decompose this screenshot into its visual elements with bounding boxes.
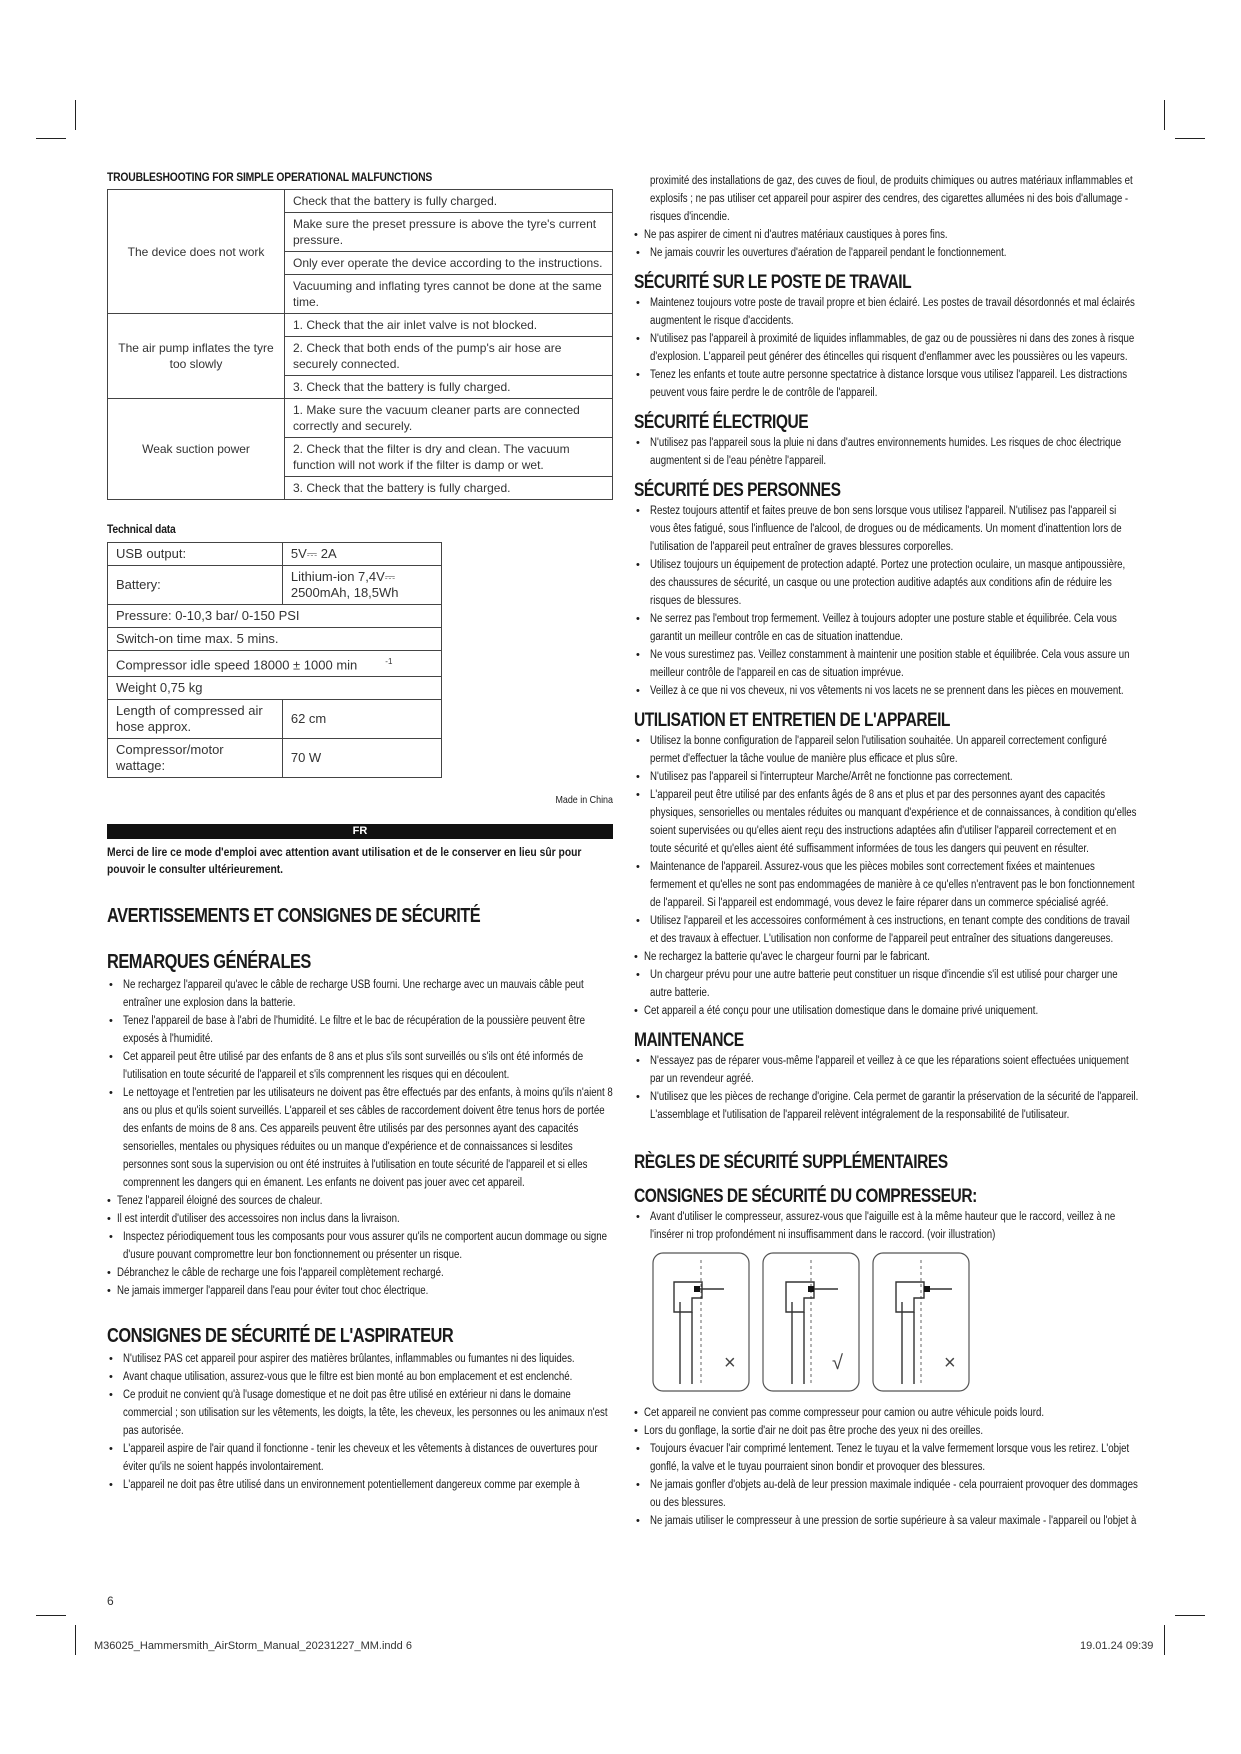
footer-file: M36025_Hammersmith_AirStorm_Manual_20231227_MM.indd 6 xyxy=(94,1640,412,1652)
list-item: • Un chargeur prévu pour une autre batterie peut constituer un risque d'incendie s'il est utilisé pour charger une autre batterie. xyxy=(634,966,1139,1002)
usage-list xyxy=(634,732,1139,1020)
list-item: • N'utilisez pas l'appareil sous la pluie ni dans d'autres environnements humides. Les risques de choc électrique augmentent si de l'eau pénètre l'appareil. xyxy=(634,434,1139,470)
troubleshooting-title: TROUBLESHOOTING FOR SIMPLE OPERATIONAL MALFUNCTIONS xyxy=(107,172,433,184)
language-bar-fr: FR xyxy=(107,824,613,839)
compressor-intro-list xyxy=(634,1208,1139,1244)
list-item: • Lors du gonflage, la sortie d'air ne doit pas être proche des yeux ni des oreilles. xyxy=(634,1422,1139,1440)
solution-cell: Vacuuming and inflating tyres cannot be done at the same time. xyxy=(285,275,613,314)
left-column xyxy=(107,172,613,1494)
usage-title: UTILISATION ET ENTRETIEN DE L'APPAREIL xyxy=(634,710,950,731)
tech-label: Compressor/motor wattage: xyxy=(108,739,283,778)
list-item: • N'utilisez PAS cet appareil pour aspirer des matières brûlantes, inflammables ou fumantes ni des liquides. xyxy=(107,1350,613,1368)
list-item: • N'utilisez pas l'appareil si l'interrupteur Marche/Arrêt ne fonctionne pas correctement. xyxy=(634,768,1139,786)
list-item: • Cet appareil a été conçu pour une utilisation domestique dans le domaine privé uniquement. xyxy=(634,1002,1139,1020)
tech-label: USB output: xyxy=(108,543,283,566)
list-item: • L'appareil aspire de l'air quand il fonctionne - tenir les cheveux et les vêtements à distances de ouvertures pour éviter qu'ils ne soient happés involontairement. xyxy=(107,1440,613,1476)
list-item: • Avant chaque utilisation, assurez-vous que le filtre est bien monté au bon emplacement et est enclenché. xyxy=(107,1368,613,1386)
technical-data-title: Technical data xyxy=(107,524,176,536)
tech-row: Pressure: 0-10,3 bar/ 0-150 PSI xyxy=(108,605,442,628)
vacuum-title: CONSIGNES DE SÉCURITÉ DE L'ASPIRATEUR xyxy=(107,1325,454,1348)
tech-row xyxy=(108,651,442,677)
general-list xyxy=(107,976,613,1300)
mark-cross-1: × xyxy=(724,1352,736,1374)
needle-illustration xyxy=(652,1252,982,1402)
continued-text: proximité des installations de gaz, des cuves de fioul, de produits chimiques ou autres matériaux inflammables et explosifs ; ne pas utiliser cet appareil pour aspirer des cendres, des cigarettes allumées ni des bois d'allumage - risques d'incendie. xyxy=(650,175,1133,223)
list-item: • Ne serrez pas l'embout trop fermement. Veillez à toujours adopter une posture stable et équilibrée. Cela vous garantit un meilleur contrôle en cas de situation inattendue. xyxy=(634,610,1139,646)
intro-text: Merci de lire ce mode d'emploi avec attention avant utilisation et de le conserver en lieu sûr pour pouvoir le consulter ultérieurement. xyxy=(107,845,582,877)
solution-cell: 3. Check that the battery is fully charged. xyxy=(285,376,613,399)
workplace-title: SÉCURITÉ SUR LE POSTE DE TRAVAIL xyxy=(634,272,912,293)
tech-row: Switch-on time max. 5 mins. xyxy=(108,628,442,651)
crop-mark xyxy=(1175,138,1205,139)
problem-cell: The device does not work xyxy=(108,190,285,314)
warnings-title: AVERTISSEMENTS ET CONSIGNES DE SÉCURITÉ xyxy=(107,905,481,928)
problem-cell: Weak suction power xyxy=(108,399,285,500)
mark-check: √ xyxy=(832,1352,843,1374)
list-item: • Cet appareil ne convient pas comme compresseur pour camion ou autre véhicule poids lourd. xyxy=(634,1404,1139,1422)
list-item: • Tenez les enfants et toute autre personne spectatrice à distance lorsque vous utilisez l'appareil. Les distractions peuvent vous faire perdre le de contrôle de l'appareil. xyxy=(634,366,1139,402)
crop-mark xyxy=(36,138,66,139)
footer-date: 19.01.24 09:39 xyxy=(1080,1640,1154,1652)
crop-mark xyxy=(36,1615,66,1616)
list-item: • Utilisez la bonne configuration de l'appareil selon l'utilisation souhaitée. Un appareil correctement configuré permet d'effectuer la tâche voulue de manière plus efficace et plus sûre. xyxy=(634,732,1139,768)
list-item: • Restez toujours attentif et faites preuve de bon sens lorsque vous utilisez l'appareil. N'utilisez pas l'appareil si vous êtes fatigué, sous l'influence de l'alcool, de drogues ou de médicaments. Un moment d'inattention lors de l'utilisation de l'appareil peut entraîner de graves blessures corporelles. xyxy=(634,502,1139,556)
list-item: • Inspectez périodiquement tous les composants pour vous assurer qu'ils ne comportent aucun dommage ou signe d'usure pouvant compromettre leur bon fonctionnement ou présenter un risque. xyxy=(107,1228,613,1264)
list-item: • Débranchez le câble de recharge une fois l'appareil complètement rechargé. xyxy=(107,1264,613,1282)
solution-cell: 2. Check that the filter is dry and clean. The vacuum function will not work if the filter is damp or wet. xyxy=(285,438,613,477)
list-item: • N'utilisez pas l'appareil à proximité de liquides inflammables, de gaz ou de poussières ni dans des zones à risque d'explosion. L'appareil peut générer des étincelles qui risquent d'enflammer avec les poussières ou les vapeurs. xyxy=(634,330,1139,366)
tech-label: Length of compressed air hose approx. xyxy=(108,700,283,739)
list-item: • Ne pas aspirer de ciment ni d'autres matériaux caustiques à pores fins. xyxy=(634,226,1139,244)
solution-cell: 2. Check that both ends of the pump's air hose are securely connected. xyxy=(285,337,613,376)
list-item: • Il est interdit d'utiliser des accessoires non inclus dans la livraison. xyxy=(107,1210,613,1228)
solution-cell: Only ever operate the device according to the instructions. xyxy=(285,252,613,275)
solution-cell: Check that the battery is fully charged. xyxy=(285,190,613,213)
general-title: REMARQUES GÉNÉRALES xyxy=(107,951,311,974)
list-item: • Ne jamais couvrir les ouvertures d'aération de l'appareil pendant le fonctionnement. xyxy=(634,244,1139,262)
list-item: • Utilisez l'appareil et les accessoires conformément à ces instructions, en tenant compte des conditions de travail et des travaux à effectuer. L'utilisation non conforme de l'appareil peut entraîner des situations dangereuses. xyxy=(634,912,1139,948)
list-item: • Ne rechargez la batterie qu'avec le chargeur fourni par le fabricant. xyxy=(634,948,1139,966)
tech-row: Weight 0,75 kg xyxy=(108,677,442,700)
workplace-list xyxy=(634,294,1139,402)
list-item: • Ne jamais utiliser le compresseur à une pression de sortie supérieure à sa valeur maximale - l'appareil ou l'objet à xyxy=(634,1512,1139,1530)
personal-title: SÉCURITÉ DES PERSONNES xyxy=(634,480,841,501)
technical-data-table xyxy=(107,542,442,778)
list-item: • Veillez à ce que ni vos cheveux, ni vos vêtements ni vos lacets ne se prennent dans les pièces en mouvement. xyxy=(634,682,1139,700)
list-item: • Tenez l'appareil éloigné des sources de chaleur. xyxy=(107,1192,613,1210)
crop-mark xyxy=(1164,100,1165,130)
additional-rules-title: RÈGLES DE SÉCURITÉ SUPPLÉMENTAIRES xyxy=(634,1152,948,1173)
problem-cell: The air pump inflates the tyre too slowly xyxy=(108,314,285,399)
electrical-title: SÉCURITÉ ÉLECTRIQUE xyxy=(634,412,809,433)
crop-mark xyxy=(75,1625,76,1655)
crop-mark xyxy=(75,100,76,130)
tech-value: 62 cm xyxy=(282,700,441,739)
troubleshooting-table xyxy=(107,189,613,500)
tech-value: Lithium-ion 7,4V⎓ 2500mAh, 18,5Wh xyxy=(282,566,441,605)
personal-list xyxy=(634,502,1139,700)
list-item: • Ne jamais immerger l'appareil dans l'eau pour éviter tout choc électrique. xyxy=(107,1282,613,1300)
list-item: • Ne jamais gonfler d'objets au-delà de leur pression maximale indiquée - cela pourraient provoquer des dommages ou des blessures. xyxy=(634,1476,1139,1512)
list-item: • Ne vous surestimez pas. Veillez constamment à maintenir une position stable et équilibrée. Cela vous assure un meilleur contrôle de l'appareil en cas de situation imprévue. xyxy=(634,646,1139,682)
list-item: • Tenez l'appareil de base à l'abri de l'humidité. Le filtre et le bac de récupération de la poussière peuvent être exposés à l'humidité. xyxy=(107,1012,613,1048)
illustration-panel-2 xyxy=(762,1252,860,1392)
solution-cell: Make sure the preset pressure is above the tyre's current pressure. xyxy=(285,213,613,252)
vacuum-list xyxy=(107,1350,613,1494)
tech-superscript: -1 xyxy=(385,657,393,666)
list-item: • Maintenance de l'appareil. Assurez-vous que les pièces mobiles sont correctement fixées et maintenues fermement et qu'elles ne sont pas endommagées de manière à ce qu'elles n'entravent pas le bon fonctionnement de l'appareil. Si l'appareil est endommagé, vous devez le faire réparer dans un commerce spécialisé agréé. xyxy=(634,858,1139,912)
list-item: • Le nettoyage et l'entretien par les utilisateurs ne doivent pas être effectués par des enfants, à moins qu'ils n'aient 8 ans ou plus et qu'ils soient surveillés. L'appareil et ses câbles de raccordement doivent être tenus hors de portée des enfants de moins de 8 ans. Ces appareils peuvent être utilisés par des personnes ayant des capacités sensorielles, mentales ou physiques réduites ou un manque d'expérience et de connaissances si lesdites personnes sont sous la supervision ou ont été instruites à l'utilisation en toute sécurité de l'appareil et si elles comprennent les dangers qui en émanent. Les enfants ne doivent pas jouer avec cet appareil. xyxy=(107,1084,613,1192)
made-in: Made in China xyxy=(555,794,613,807)
page-number: 6 xyxy=(107,1594,114,1608)
list-item: • Maintenez toujours votre poste de travail propre et bien éclairé. Les postes de travail désordonnés et mal éclairés augmentent le risque d'accidents. xyxy=(634,294,1139,330)
maintenance-list xyxy=(634,1052,1139,1124)
list-item: • Ne rechargez l'appareil qu'avec le câble de recharge USB fourni. Une recharge avec un mauvais câble peut entraîner une explosion dans la batterie. xyxy=(107,976,613,1012)
list-item: • N'essayez pas de réparer vous-même l'appareil et veillez à ce que les réparations soient effectuées uniquement par un revendeur agréé. xyxy=(634,1052,1139,1088)
solution-cell: 3. Check that the battery is fully charged. xyxy=(285,477,613,500)
list-item: • Toujours évacuer l'air comprimé lentement. Tenez le tuyau et la valve fermement lorsque vous les retirez. L'objet gonflé, la valve et le tuyau pourraient sinon bondir et provoquer des blessures. xyxy=(634,1440,1139,1476)
list-item: • Utilisez toujours un équipement de protection adapté. Portez une protection oculaire, un masque antipoussière, des chaussures de sécurité, un casque ou une protection auditive adaptés aux conditions afin de réduire les risques de blessures. xyxy=(634,556,1139,610)
list-item: • Avant d'utiliser le compresseur, assurez-vous que l'aiguille est à la même hauteur que le raccord, veillez à ne l'insérer ni trop profondément ni insuffisamment dans le raccord. (voir illustration) xyxy=(634,1208,1139,1244)
maintenance-title: MAINTENANCE xyxy=(634,1030,744,1051)
right-top-list xyxy=(634,226,1139,262)
tech-label: Battery: xyxy=(108,566,283,605)
right-column xyxy=(634,172,1139,1530)
compressor-title: CONSIGNES DE SÉCURITÉ DU COMPRESSEUR: xyxy=(634,1186,977,1207)
list-item: • N'utilisez que les pièces de rechange d'origine. Cela permet de garantir la préservation de la sécurité de l'appareil. L'assemblage et l'utilisation de l'appareil relèvent intégralement de la responsabilité de l'utilisateur. xyxy=(634,1088,1139,1124)
mark-cross-2: × xyxy=(944,1352,956,1374)
tech-value: 5V⎓ 2A xyxy=(282,543,441,566)
list-item: • Cet appareil peut être utilisé par des enfants de 8 ans et plus s'ils sont surveillés ou s'ils ont été informés de l'utilisation en toute sécurité de l'appareil et s'ils comprennent les risques qui en découlent. xyxy=(107,1048,613,1084)
electrical-list xyxy=(634,434,1139,470)
tech-value: 70 W xyxy=(282,739,441,778)
list-item: • L'appareil peut être utilisé par des enfants âgés de 8 ans et plus et par des personnes ayant des capacités physiques, sensorielles ou mentales réduites ou manquant d'expérience et de connaissances, à condition qu'elles soient supervisées ou qu'elles aient reçu des instructions adaptées afin d'utiliser l'appareil correctement et en toute sécurité et qu'elles aient été suffisamment informées de tous les dangers qui peuvent en résulter. xyxy=(634,786,1139,858)
crop-mark xyxy=(1175,1615,1205,1616)
list-item: • L'appareil ne doit pas être utilisé dans un environnement potentiellement dangereux comme par exemple à xyxy=(107,1476,613,1494)
list-item: • Ce produit ne convient qu'à l'usage domestique et ne doit pas être utilisé en extérieur ni dans le domaine commercial ; son utilisation sur les vêtements, les doigts, la tête, les cheveux, les personnes ou les animaux n'est pas autorisée. xyxy=(107,1386,613,1440)
solution-cell: 1. Make sure the vacuum cleaner parts are connected correctly and securely. xyxy=(285,399,613,438)
crop-mark xyxy=(1164,1625,1165,1655)
tech-row-text: Compressor idle speed 18000 ± 1000 min xyxy=(116,657,358,673)
compressor-list xyxy=(634,1404,1139,1530)
solution-cell: 1. Check that the air inlet valve is not blocked. xyxy=(285,314,613,337)
